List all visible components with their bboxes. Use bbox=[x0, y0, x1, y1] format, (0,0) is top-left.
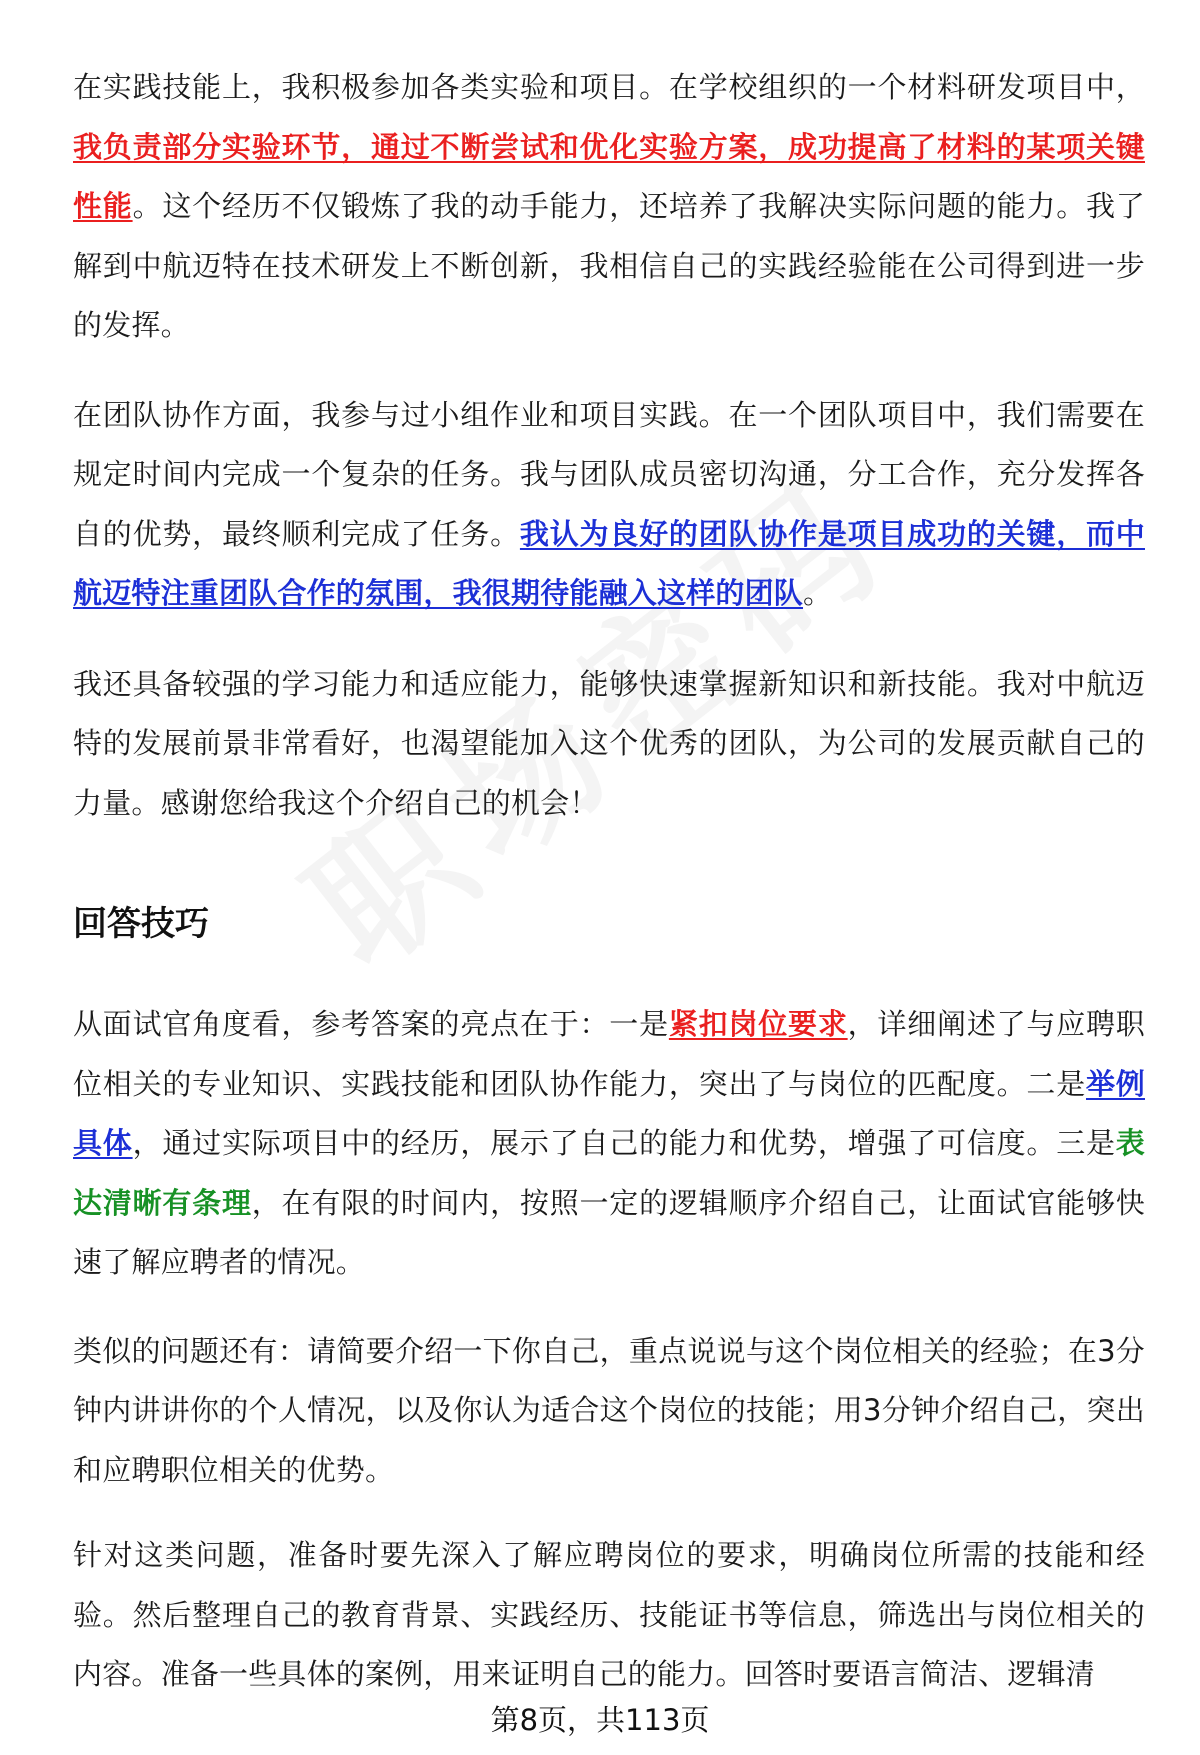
paragraph-text: 。 bbox=[803, 576, 833, 610]
section-title: 回答技巧 bbox=[73, 904, 209, 944]
paragraph-teamwork bbox=[73, 386, 1145, 624]
paragraph-text: ，在有限的时间内，按照一定的逻辑顺序介绍自己，让面试官能够快速了解应聘者的情况。 bbox=[73, 1185, 1145, 1279]
paragraph-text: 类似的问题还有：请简要介绍一下你自己，重点说说与这个岗位相关的经验；在3分钟内讲讲你的个人情况，以及你认为适合这个岗位的技能；用3分钟介绍自己，突出和应聘职位相关的优势。 bbox=[73, 1333, 1145, 1487]
paragraph-text: 针对这类问题，准备时要先深入了解应聘岗位的要求，明确岗位所需的技能和经验。然后整理自己的教育背景、实践经历、技能证书等信息，筛选出与岗位相关的内容。准备一些具体的案例，用来证明自己的能力。回答时要语言简洁、逻辑清 bbox=[73, 1538, 1145, 1691]
paragraph-text: 。这个经历不仅锻炼了我的动手能力，还培养了我解决实际问题的能力。我了解到中航迈特在技术研发上不断创新，我相信自己的实践经验能在公司得到进一步的发挥。 bbox=[73, 189, 1145, 342]
highlight-blue: 举例具体 bbox=[73, 1066, 1145, 1160]
paragraph-text: 我还具备较强的学习能力和适应能力，能够快速掌握新知识和新技能。我对中航迈特的发展前景非常看好，也渴望能加入这个优秀的团队，为公司的发展贡献自己的力量。感谢您给我这个介绍自己的机会！ bbox=[73, 666, 1145, 820]
highlight-blue: 我认为良好的团队协作是项目成功的关键，而中航迈特注重团队合作的氛围，我很期待能融入这样的团队 bbox=[73, 516, 1145, 610]
paragraph-text: 在团队协作方面，我参与过小组作业和项目实践。在一个团队项目中，我们需要在规定时间内完成一个复杂的任务。我与团队成员密切沟通，分工合作，充分发挥各自的优势，最终顺利完成了任务。 bbox=[73, 397, 1145, 551]
paragraph-text: 在实践技能上，我积极参加各类实验和项目。在学校组织的一个材料研发项目中， bbox=[73, 70, 1145, 104]
paragraph-interviewer-view bbox=[73, 995, 1145, 1293]
paragraph-learning-ability bbox=[73, 655, 1145, 834]
page-number: 第8页，共113页 bbox=[490, 1703, 710, 1737]
paragraph-similar-questions bbox=[73, 1322, 1145, 1501]
highlight-green: 表达清晰有条理 bbox=[73, 1126, 1145, 1220]
highlight-red: 紧扣岗位要求 bbox=[668, 1007, 848, 1041]
paragraph-practical-skills bbox=[73, 58, 1145, 356]
document-body bbox=[73, 58, 1145, 1705]
highlight-red: 我负责部分实验环节，通过不断尝试和优化实验方案，成功提高了材料的某项关键性能 bbox=[73, 129, 1145, 223]
paragraph-text: 从面试官角度看，参考答案的亮点在于：一是 bbox=[73, 1007, 669, 1041]
paragraph-text: ，通过实际项目中的经历，展示了自己的能力和优势，增强了可信度。三是 bbox=[132, 1126, 1116, 1160]
paragraph-preparation bbox=[73, 1526, 1145, 1705]
paragraph-text: ，详细阐述了与应聘职位相关的专业知识、实践技能和团队协作能力，突出了与岗位的匹配度。二是 bbox=[73, 1007, 1145, 1101]
